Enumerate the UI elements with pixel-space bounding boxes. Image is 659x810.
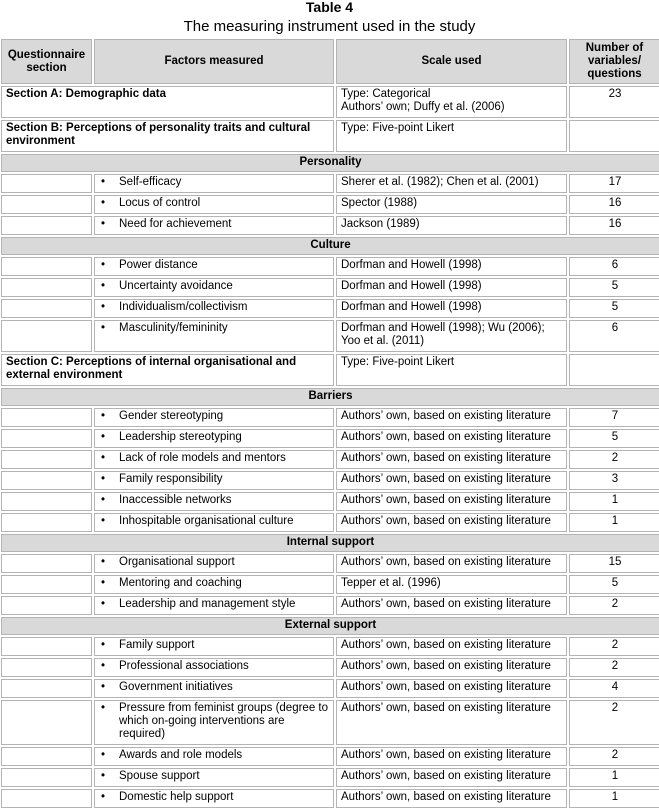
group-title: External support bbox=[1, 617, 659, 635]
table-row bbox=[1, 429, 659, 448]
bullet-icon: • bbox=[101, 556, 106, 568]
table-row bbox=[1, 789, 659, 808]
bullet-icon: • bbox=[101, 473, 106, 485]
factor-cell bbox=[94, 216, 334, 235]
count-cell: 7 bbox=[569, 408, 659, 427]
factor-text: Government initiatives bbox=[119, 681, 233, 693]
table-row bbox=[1, 700, 659, 745]
bullet-icon: • bbox=[101, 259, 106, 271]
section-scale: Type: Five-point Likert bbox=[336, 354, 567, 386]
empty-cell bbox=[1, 429, 92, 448]
factor-cell bbox=[94, 768, 334, 787]
factor-text: Self-efficacy bbox=[119, 176, 182, 188]
factor-text: Family responsibility bbox=[119, 473, 223, 485]
col-header-factors: Factors measured bbox=[94, 39, 334, 84]
empty-cell bbox=[1, 658, 92, 677]
factor-text: Pressure from feminist groups (degree to which on-going interventions are required) bbox=[119, 702, 329, 740]
section-count: 23 bbox=[569, 86, 659, 118]
bullet-icon: • bbox=[101, 452, 106, 464]
section-count bbox=[569, 354, 659, 386]
factor-text: Professional associations bbox=[119, 660, 249, 672]
table-row bbox=[1, 216, 659, 235]
factor-text: Individualism/collectivism bbox=[119, 301, 248, 313]
factor-text: Domestic help support bbox=[119, 791, 234, 803]
table-row bbox=[1, 450, 659, 469]
section-label: Section C: Perceptions of internal organisational and external environment bbox=[1, 354, 334, 386]
factor-cell bbox=[94, 299, 334, 318]
empty-cell bbox=[1, 575, 92, 594]
factor-cell bbox=[94, 195, 334, 214]
empty-cell bbox=[1, 408, 92, 427]
bullet-icon: • bbox=[101, 515, 106, 527]
section-label: Section A: Demographic data bbox=[1, 86, 334, 118]
scale-cell: Dorfman and Howell (1998); Wu (2006); Yoo et al. (2011) bbox=[336, 320, 567, 352]
table-row bbox=[1, 575, 659, 594]
factor-cell bbox=[94, 471, 334, 490]
scale-type: Type: Categorical bbox=[341, 88, 431, 100]
empty-cell bbox=[1, 554, 92, 573]
count-cell: 16 bbox=[569, 195, 659, 214]
table-row bbox=[1, 596, 659, 615]
bullet-icon: • bbox=[101, 770, 106, 782]
scale-cell: Authors’ own, based on existing literature bbox=[336, 492, 567, 511]
factor-cell bbox=[94, 700, 334, 745]
scale-cell: Authors’ own, based on existing literature bbox=[336, 429, 567, 448]
scale-cell: Dorfman and Howell (1998) bbox=[336, 278, 567, 297]
factor-text: Family support bbox=[119, 639, 195, 651]
factor-text: Leadership and management style bbox=[119, 598, 296, 610]
count-cell: 6 bbox=[569, 257, 659, 276]
empty-cell bbox=[1, 596, 92, 615]
factor-cell bbox=[94, 637, 334, 656]
table-row bbox=[1, 257, 659, 276]
scale-cell: Authors’ own, based on existing literature bbox=[336, 637, 567, 656]
scale-cell: Authors’ own, based on existing literature bbox=[336, 408, 567, 427]
table-title: The measuring instrument used in the study bbox=[183, 18, 476, 35]
bullet-icon: • bbox=[101, 431, 106, 443]
table-row bbox=[1, 278, 659, 297]
section-row-c bbox=[1, 354, 659, 386]
count-cell: 2 bbox=[569, 700, 659, 745]
scale-cell: Sherer et al. (1982); Chen et al. (2001) bbox=[336, 174, 567, 193]
table-row bbox=[1, 320, 659, 352]
factor-text: Locus of control bbox=[119, 197, 201, 209]
empty-cell bbox=[1, 700, 92, 745]
count-cell: 1 bbox=[569, 768, 659, 787]
factor-cell bbox=[94, 320, 334, 352]
factor-text: Masculinity/femininity bbox=[119, 322, 228, 334]
table-row bbox=[1, 492, 659, 511]
factor-cell bbox=[94, 679, 334, 698]
factor-cell bbox=[94, 257, 334, 276]
factor-text: Uncertainty avoidance bbox=[119, 280, 233, 292]
group-row-external-support bbox=[1, 617, 659, 635]
empty-cell bbox=[1, 471, 92, 490]
scale-cell: Authors’ own, based on existing literature bbox=[336, 513, 567, 532]
count-cell: 16 bbox=[569, 216, 659, 235]
table-row bbox=[1, 408, 659, 427]
bullet-icon: • bbox=[101, 322, 106, 334]
group-title: Culture bbox=[1, 237, 659, 255]
factor-cell bbox=[94, 554, 334, 573]
section-row-a bbox=[1, 86, 659, 118]
scale-cell: Authors’ own, based on existing literature bbox=[336, 596, 567, 615]
col-header-section: Questionnaire section bbox=[1, 39, 92, 84]
factor-cell bbox=[94, 174, 334, 193]
group-row-barriers bbox=[1, 388, 659, 406]
empty-cell bbox=[1, 492, 92, 511]
table-row bbox=[1, 299, 659, 318]
section-row-b bbox=[1, 120, 659, 152]
section-scale bbox=[336, 86, 567, 118]
count-cell: 1 bbox=[569, 513, 659, 532]
group-title: Personality bbox=[1, 154, 659, 172]
factor-text: Mentoring and coaching bbox=[119, 577, 242, 589]
table-row bbox=[1, 679, 659, 698]
scale-cell: Authors’ own, based on existing literature bbox=[336, 658, 567, 677]
scale-cell: Authors’ own, based on existing literature bbox=[336, 747, 567, 766]
empty-cell bbox=[1, 637, 92, 656]
empty-cell bbox=[1, 789, 92, 808]
factor-cell bbox=[94, 575, 334, 594]
bullet-icon: • bbox=[101, 681, 106, 693]
count-cell: 1 bbox=[569, 492, 659, 511]
empty-cell bbox=[1, 278, 92, 297]
bullet-icon: • bbox=[101, 702, 106, 714]
group-title: Internal support bbox=[1, 534, 659, 552]
count-cell: 15 bbox=[569, 554, 659, 573]
empty-cell bbox=[1, 216, 92, 235]
scale-cell: Authors’ own, based on existing literature bbox=[336, 554, 567, 573]
factor-cell bbox=[94, 596, 334, 615]
table-row bbox=[1, 747, 659, 766]
header-row bbox=[1, 39, 659, 84]
factor-cell bbox=[94, 450, 334, 469]
factor-text: Lack of role models and mentors bbox=[119, 452, 286, 464]
group-row-culture bbox=[1, 237, 659, 255]
count-cell: 1 bbox=[569, 789, 659, 808]
bullet-icon: • bbox=[101, 660, 106, 672]
count-cell: 2 bbox=[569, 596, 659, 615]
factor-text: Inhospitable organisational culture bbox=[119, 515, 294, 527]
factor-cell bbox=[94, 408, 334, 427]
bullet-icon: • bbox=[101, 176, 106, 188]
count-cell: 3 bbox=[569, 471, 659, 490]
group-row-internal-support bbox=[1, 534, 659, 552]
factor-cell bbox=[94, 789, 334, 808]
empty-cell bbox=[1, 747, 92, 766]
bullet-icon: • bbox=[101, 598, 106, 610]
table-caption bbox=[0, 0, 659, 36]
count-cell: 6 bbox=[569, 320, 659, 352]
table-row bbox=[1, 768, 659, 787]
scale-cell: Authors’ own, based on existing literature bbox=[336, 700, 567, 745]
scale-source: Authors’ own; Duffy et al. (2006) bbox=[341, 101, 505, 113]
factor-text: Power distance bbox=[119, 259, 198, 271]
table-number: Table 4 bbox=[305, 0, 354, 15]
bullet-icon: • bbox=[101, 197, 106, 209]
scale-cell: Dorfman and Howell (1998) bbox=[336, 257, 567, 276]
count-cell: 17 bbox=[569, 174, 659, 193]
empty-cell bbox=[1, 299, 92, 318]
factor-cell bbox=[94, 658, 334, 677]
scale-cell: Tepper et al. (1996) bbox=[336, 575, 567, 594]
measuring-instrument-table bbox=[0, 37, 659, 810]
factor-text: Awards and role models bbox=[119, 749, 243, 761]
factor-text: Leadership stereotyping bbox=[119, 431, 242, 443]
factor-cell bbox=[94, 492, 334, 511]
table-row bbox=[1, 195, 659, 214]
factor-cell bbox=[94, 278, 334, 297]
empty-cell bbox=[1, 195, 92, 214]
count-cell: 2 bbox=[569, 637, 659, 656]
scale-cell: Authors’ own, based on existing literature bbox=[336, 768, 567, 787]
count-cell: 2 bbox=[569, 658, 659, 677]
table-row bbox=[1, 554, 659, 573]
bullet-icon: • bbox=[101, 218, 106, 230]
count-cell: 5 bbox=[569, 429, 659, 448]
col-header-scale: Scale used bbox=[336, 39, 567, 84]
count-cell: 2 bbox=[569, 747, 659, 766]
count-cell: 2 bbox=[569, 450, 659, 469]
empty-cell bbox=[1, 679, 92, 698]
scale-cell: Authors’ own, based on existing literature bbox=[336, 679, 567, 698]
factor-text: Spouse support bbox=[119, 770, 200, 782]
table-row bbox=[1, 637, 659, 656]
bullet-icon: • bbox=[101, 280, 106, 292]
factor-cell bbox=[94, 513, 334, 532]
table-row bbox=[1, 513, 659, 532]
empty-cell bbox=[1, 174, 92, 193]
bullet-icon: • bbox=[101, 749, 106, 761]
table-row bbox=[1, 471, 659, 490]
group-row-personality bbox=[1, 154, 659, 172]
count-cell: 4 bbox=[569, 679, 659, 698]
group-title: Barriers bbox=[1, 388, 659, 406]
empty-cell bbox=[1, 768, 92, 787]
section-label: Section B: Perceptions of personality traits and cultural environment bbox=[1, 120, 334, 152]
bullet-icon: • bbox=[101, 639, 106, 651]
factor-text: Gender stereotyping bbox=[119, 410, 224, 422]
scale-cell: Authors’ own, based on existing literature bbox=[336, 471, 567, 490]
empty-cell bbox=[1, 450, 92, 469]
factor-text: Organisational support bbox=[119, 556, 235, 568]
factor-text: Need for achievement bbox=[119, 218, 232, 230]
empty-cell bbox=[1, 257, 92, 276]
count-cell: 5 bbox=[569, 299, 659, 318]
scale-cell: Dorfman and Howell (1998) bbox=[336, 299, 567, 318]
scale-cell: Authors’ own, based on existing literature bbox=[336, 450, 567, 469]
section-count bbox=[569, 120, 659, 152]
scale-cell: Authors’ own, based on existing literature bbox=[336, 789, 567, 808]
empty-cell bbox=[1, 320, 92, 352]
factor-text: Inaccessible networks bbox=[119, 494, 232, 506]
count-cell: 5 bbox=[569, 278, 659, 297]
bullet-icon: • bbox=[101, 410, 106, 422]
factor-cell bbox=[94, 747, 334, 766]
factor-cell bbox=[94, 429, 334, 448]
bullet-icon: • bbox=[101, 494, 106, 506]
table-row bbox=[1, 174, 659, 193]
section-scale: Type: Five-point Likert bbox=[336, 120, 567, 152]
bullet-icon: • bbox=[101, 577, 106, 589]
col-header-count: Number of variables/ questions bbox=[569, 39, 659, 84]
bullet-icon: • bbox=[101, 301, 106, 313]
bullet-icon: • bbox=[101, 791, 106, 803]
scale-cell: Spector (1988) bbox=[336, 195, 567, 214]
scale-cell: Jackson (1989) bbox=[336, 216, 567, 235]
table-row bbox=[1, 658, 659, 677]
empty-cell bbox=[1, 513, 92, 532]
count-cell: 5 bbox=[569, 575, 659, 594]
